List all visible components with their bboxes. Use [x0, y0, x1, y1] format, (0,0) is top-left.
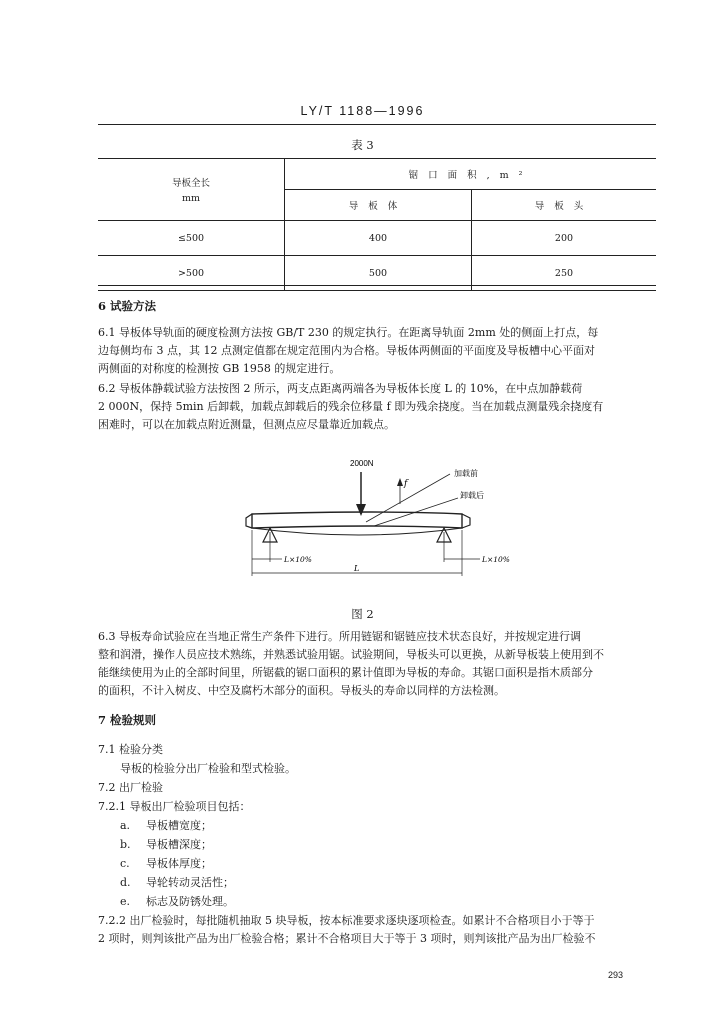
text-line: 2 000N，保持 5min 后卸载，加载点卸载后的残余位移量 f 即为残余挠度。当在加载点测量残余挠度有 — [98, 400, 604, 413]
left-dim-label: L×10% — [284, 555, 312, 564]
list-item-mark: b. — [120, 838, 131, 851]
text-line: 2 项时，则判该批产品为出厂检验合格；累计不合格项目大于等于 3 项时，则判该批产品为出厂检验不 — [98, 932, 596, 945]
text-line: 两侧面的对称度的检测按 GB 1958 的规定进行。 — [98, 362, 341, 375]
text-line: 6.3 导板寿命试验应在当地正常生产条件下进行。所用链锯和锯链应技术状态良好，并按规定进行调 — [98, 630, 581, 643]
standard-header: LY/T 1188—1996 — [300, 104, 425, 118]
sub-header-body-label: 导板体 — [348, 201, 408, 212]
guide-plate-after — [252, 528, 462, 535]
list-item-mark: d. — [120, 876, 131, 889]
table-cell-length: >500 — [98, 256, 285, 291]
plate-left-end — [246, 514, 252, 528]
figure-2-static-load-diagram — [240, 452, 530, 582]
subsection-7-2-1-title: 7.2.1 导板出厂检验项目包括： — [98, 800, 251, 813]
table-cell-length: ≤500 — [98, 221, 285, 256]
table-bottom-rule — [98, 285, 656, 286]
page-number: 293 — [608, 970, 624, 980]
f-label: f — [404, 479, 408, 489]
subsection-7-1-title: 7.1 检验分类 — [98, 743, 163, 756]
list-item — [120, 817, 212, 833]
f-marker-head — [397, 478, 403, 486]
list-item-text: 导板体厚度； — [146, 857, 212, 870]
table-3 — [98, 158, 656, 291]
table-caption: 表 3 — [351, 138, 374, 152]
length-header-cell — [98, 159, 285, 221]
list-item — [120, 874, 234, 890]
list-item-text: 导板槽深度； — [146, 838, 212, 851]
table-row — [98, 221, 656, 256]
text-line: 7.2.2 出厂检验时，每批随机抽取 5 块导板，按本标准要求逐块逐项检查。如累计不合格项目小于等于 — [98, 914, 595, 927]
text-line: 困难时，可以在加载点附近测量，但测点应尽量靠近加载点。 — [98, 418, 395, 431]
header-rule — [98, 124, 656, 125]
text-line: 6.2 导板体静载试验方法按图 2 所示，两支点距离两端各为导板体长度 L 的 10%，在中点加静载荷 — [98, 382, 583, 395]
before-label: 加载前 — [454, 469, 478, 478]
after-label: 卸载后 — [460, 491, 484, 500]
text-line: 的面积，不计入树皮、中空及腐朽木部分的面积。导板头的寿命以同样的方法检测。 — [98, 684, 505, 697]
list-item-text: 导轮转动灵活性； — [146, 876, 234, 889]
text-line: 6.1 导板体导轨面的硬度检测方法按 GB/T 230 的规定执行。在距离导轨面 2mm 处的侧面上打点，每 — [98, 326, 599, 339]
paragraph-6-1 — [98, 324, 658, 378]
sub-header-head — [472, 190, 657, 221]
plate-right-end — [462, 514, 470, 528]
sub-header-body — [285, 190, 472, 221]
figure-caption: 图 2 — [351, 607, 374, 621]
area-header-cell — [285, 159, 657, 190]
list-item — [120, 855, 212, 871]
load-label: 2000N — [350, 459, 374, 468]
sub-header-head-label: 导板头 — [534, 201, 594, 212]
list-item-mark: a. — [120, 819, 131, 832]
text-line: 边每侧均布 3 点，其 12 点测定值都在规定范围内为合格。导板体两侧面的平面度及导板槽中心平面对 — [98, 344, 595, 357]
text-line: 整和润滑，操作人员应技术熟练，并熟悉试验用锯。试验期间，导板头可以更换，从新导板装上使用到不 — [98, 648, 604, 661]
right-dim-label: L×10% — [482, 555, 510, 564]
section-7-title: 7 检验规则 — [98, 713, 157, 727]
total-dim-label: L — [354, 564, 360, 573]
area-header-label: 锯口面积,m² — [408, 170, 533, 181]
list-item-text: 导板槽宽度； — [146, 819, 212, 832]
list-item-mark: c. — [120, 857, 130, 870]
paragraph-7-2-2 — [98, 912, 658, 948]
paragraph-6-3 — [98, 628, 658, 700]
section-6-title: 6 试验方法 — [98, 299, 157, 313]
table-cell-head: 200 — [472, 221, 657, 256]
table-cell-body: 400 — [285, 221, 472, 256]
text-line: 能继续使用为止的全部时间里，所锯截的锯口面积的累计值即为导板的寿命。其锯口面积是指木质部分 — [98, 666, 593, 679]
subsection-7-1-text: 导板的检验分出厂检验和型式检验。 — [120, 762, 296, 775]
length-header-label: 导板全长 — [171, 178, 210, 189]
table-cell-body: 500 — [285, 256, 472, 291]
subsection-7-2-title: 7.2 出厂检验 — [98, 781, 163, 794]
list-item — [120, 836, 212, 852]
list-item-mark: e. — [120, 895, 131, 908]
table-cell-head: 250 — [472, 256, 657, 291]
load-arrow-head — [356, 504, 366, 516]
list-item-text: 标志及防锈处理。 — [146, 895, 234, 908]
list-item — [120, 893, 234, 909]
paragraph-6-2 — [98, 380, 658, 434]
guide-plate-before — [252, 512, 462, 528]
length-header-unit: mm — [181, 193, 201, 204]
